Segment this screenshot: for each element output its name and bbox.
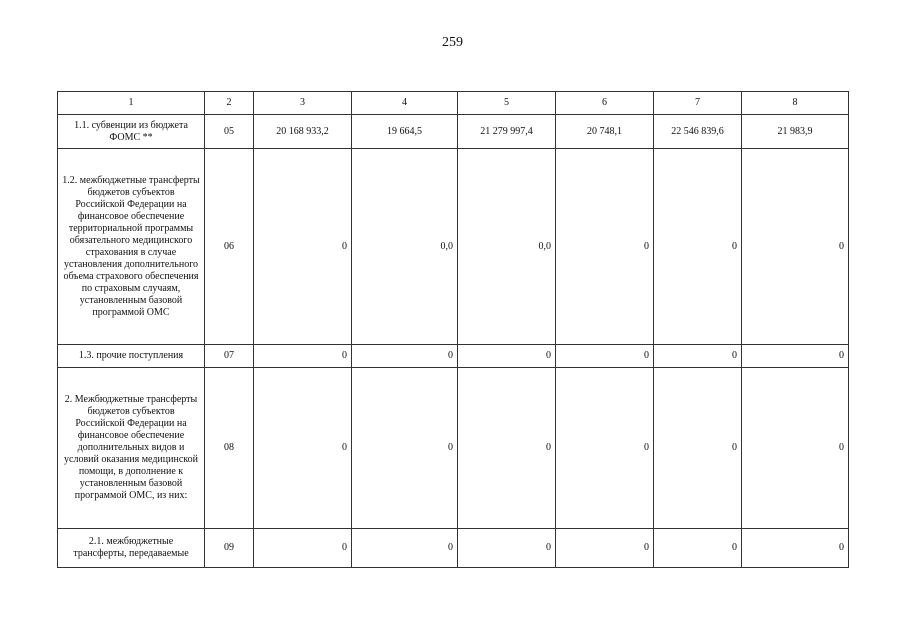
cell-value: 0 bbox=[742, 149, 849, 345]
table-row bbox=[58, 368, 849, 529]
cell-value: 22 546 839,6 bbox=[654, 115, 742, 149]
cell-value: 0 bbox=[458, 529, 556, 568]
column-header: 2 bbox=[205, 92, 254, 115]
cell-value: 0 bbox=[254, 345, 352, 368]
row-code: 07 bbox=[205, 345, 254, 368]
column-header: 7 bbox=[654, 92, 742, 115]
cell-value: 0 bbox=[458, 368, 556, 529]
cell-value: 0 bbox=[556, 529, 654, 568]
row-name: 2.1. межбюджетные трансферты, передаваемые bbox=[58, 529, 205, 568]
table-row bbox=[58, 149, 849, 345]
column-header: 4 bbox=[352, 92, 458, 115]
cell-value: 21 279 997,4 bbox=[458, 115, 556, 149]
row-name: 1.1. субвенции из бюджета ФОМС ** bbox=[58, 115, 205, 149]
row-code: 05 bbox=[205, 115, 254, 149]
row-name: 1.2. межбюджетные трансферты бюджетов субъектов Российской Федерации на финансовое обеспечение территориальной программы обязательного медицинского страхования в случае установления дополнительного объема страхового обеспечения по страховым случаям, установленным базовой программой ОМС bbox=[58, 149, 205, 345]
row-name: 1.3. прочие поступления bbox=[58, 345, 205, 368]
cell-value: 0 bbox=[742, 368, 849, 529]
cell-value: 0,0 bbox=[352, 149, 458, 345]
row-name: 2. Межбюджетные трансферты бюджетов субъектов Российской Федерации на финансовое обеспечение дополнительных видов и условий оказания медицинской помощи, в дополнение к установленным базовой программой ОМС, из них: bbox=[58, 368, 205, 529]
cell-value: 0,0 bbox=[458, 149, 556, 345]
cell-value: 0 bbox=[352, 345, 458, 368]
cell-value: 0 bbox=[742, 345, 849, 368]
cell-value: 0 bbox=[352, 368, 458, 529]
cell-value: 0 bbox=[352, 529, 458, 568]
table-row bbox=[58, 115, 849, 149]
column-header: 5 bbox=[458, 92, 556, 115]
column-header: 6 bbox=[556, 92, 654, 115]
cell-value: 0 bbox=[654, 529, 742, 568]
column-header: 3 bbox=[254, 92, 352, 115]
cell-value: 0 bbox=[654, 345, 742, 368]
column-header: 1 bbox=[58, 92, 205, 115]
cell-value: 0 bbox=[742, 529, 849, 568]
row-code: 09 bbox=[205, 529, 254, 568]
row-code: 08 bbox=[205, 368, 254, 529]
cell-value: 0 bbox=[254, 149, 352, 345]
cell-value: 0 bbox=[458, 345, 556, 368]
page-number: 259 bbox=[442, 35, 463, 50]
cell-value: 0 bbox=[556, 149, 654, 345]
table-row bbox=[58, 345, 849, 368]
column-header: 8 bbox=[742, 92, 849, 115]
cell-value: 20 168 933,2 bbox=[254, 115, 352, 149]
cell-value: 0 bbox=[654, 368, 742, 529]
cell-value: 0 bbox=[654, 149, 742, 345]
cell-value: 21 983,9 bbox=[742, 115, 849, 149]
table-header-row bbox=[58, 92, 849, 115]
cell-value: 0 bbox=[556, 368, 654, 529]
cell-value: 0 bbox=[254, 529, 352, 568]
budget-table bbox=[57, 91, 849, 568]
cell-value: 0 bbox=[556, 345, 654, 368]
cell-value: 0 bbox=[254, 368, 352, 529]
row-code: 06 bbox=[205, 149, 254, 345]
cell-value: 19 664,5 bbox=[352, 115, 458, 149]
table-row bbox=[58, 529, 849, 568]
cell-value: 20 748,1 bbox=[556, 115, 654, 149]
